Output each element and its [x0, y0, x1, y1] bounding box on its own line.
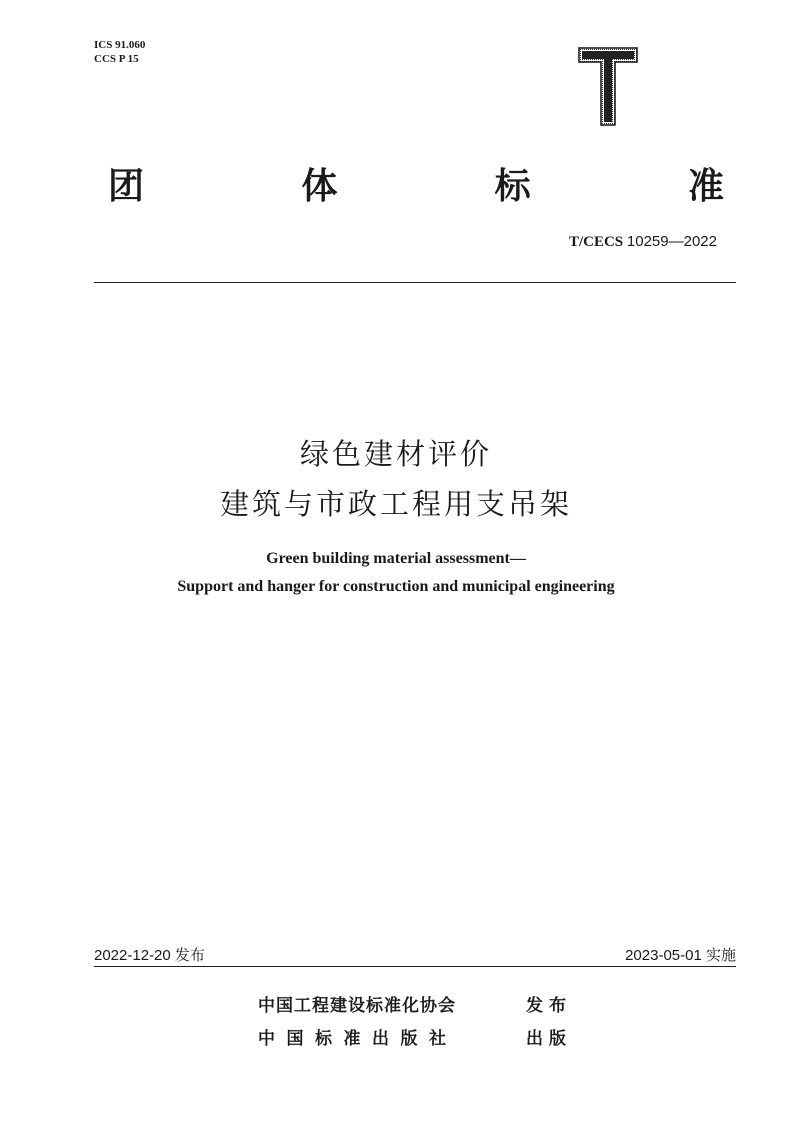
publisher-role: 出版: [526, 1029, 572, 1049]
publisher-row: [258, 1024, 572, 1049]
standard-number-value: 10259—2022: [626, 233, 717, 250]
issue-date: 2022-12-20 发布: [94, 947, 205, 964]
publisher-role: 发布: [526, 996, 572, 1016]
chinese-title-line1: 绿色建材评价: [299, 437, 492, 471]
chinese-title-line2: 建筑与市政工程用支吊架: [219, 487, 572, 521]
publisher-org: 中国工程建设标准化协会: [258, 996, 456, 1016]
standard-code: T/CECS: [568, 234, 624, 250]
english-title-line1: Green building material assessment—: [266, 550, 526, 567]
standard-type-char: 体: [301, 166, 338, 207]
standard-type-heading: [108, 158, 724, 209]
dates-row: [94, 944, 736, 965]
standard-type-char: 标: [494, 166, 531, 207]
header-divider: [94, 282, 736, 283]
standard-number: [569, 233, 717, 251]
publisher-org: 中国标准出版社: [258, 1029, 458, 1049]
t-standard-logo: [578, 47, 638, 127]
implementation-date: 2023-05-01 实施: [625, 947, 736, 964]
footer-divider: [94, 966, 736, 967]
publisher-row: [258, 991, 572, 1016]
standard-type-char: 准: [687, 166, 724, 207]
ccs-code: CCS P 15: [94, 53, 139, 65]
english-title-line2: Support and hanger for construction and municipal engineering: [177, 578, 615, 595]
classification-codes: [94, 38, 145, 66]
standard-type-char: 团: [108, 166, 145, 207]
ics-code: ICS 91.060: [94, 39, 146, 51]
